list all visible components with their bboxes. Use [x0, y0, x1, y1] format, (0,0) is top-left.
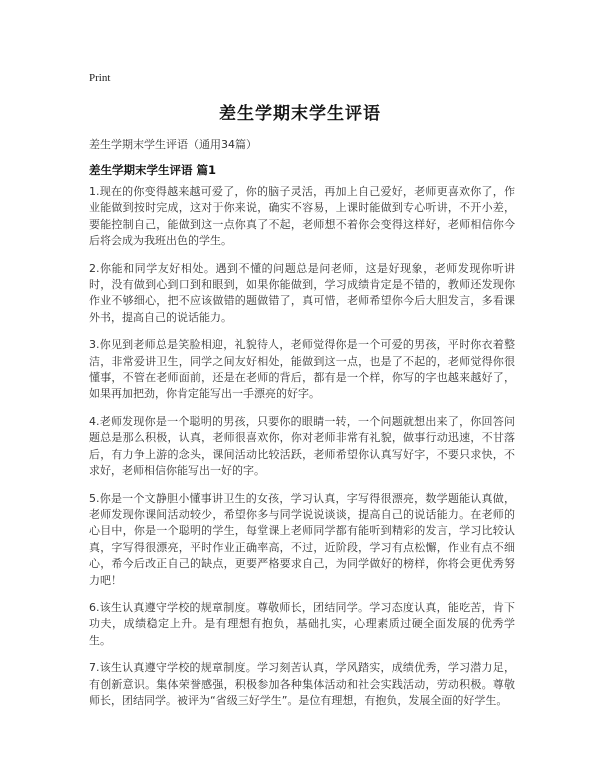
comment-paragraph: 3.你见到老师总是笑脸相迎，礼貌待人，老师觉得你是一个可爱的男孩，平时你衣着整洁，非常爱讲卫生，同学之间友好相处，能做到这一点，也是了不起的，老师觉得你很懂事，不管在老师面前，还是在老师的背后，都有是一个样，你写的字也越来越好了，如果再加把劲，你肯定能写出一手漂亮的好字。: [89, 338, 515, 401]
comment-paragraph: 5.你是一个文静胆小懂事讲卫生的女孩，学习认真，字写得很漂亮，数学题能认真做，老师发现你课间活动较少，希望你多与同学说说谈谈，提高自己的说话能力。在老师的心目中，你是一个聪明的学生，每堂课上老师同学都有能听到精彩的发言，学习比较认真，字写得很漂亮，平时作业正确率高，不过，近阶段，学习有点松懈，作业有点不细心，希今后改正自己的缺点，更要严格要求自己，为同学做好的榜样，你将会更优秀努力吧！: [89, 491, 515, 587]
document-subtitle: 差生学期末学生评语（通用34篇）: [89, 138, 257, 151]
comment-paragraph: 2.你能和同学友好相处。遇到不懂的问题总是问老师，这是好现象，老师发现你听讲时，没有做到心到口到和眼到，如果你能做到，学习成绩肯定是不错的，教师还发现你作业不够细心，把不应该做错的题做错了，真可惜，老师希望你今后大胆发言，多看课外书，提高自己的说话能力。: [89, 261, 515, 324]
comment-paragraph: 1.现在的你变得越来越可爱了，你的脑子灵活，再加上自己爱好，老师更喜欢你了，作业能做到按时完成，这对于你来说，确实不容易，上课时能做到专心听讲，不开小差，要能控制自己，能做到这一点你真了不起，老师想不着你会变得这样好，老师相信你今后将会成为我班出色的学生。: [89, 185, 515, 248]
comment-paragraph: 6.该生认真遵守学校的规章制度。尊敬师长，团结同学。学习态度认真，能吃苦，肯下功夫，成绩稳定上升。是有理想有抱负，基础扎实，心理素质过硬全面发展的优秀学生。: [89, 600, 515, 647]
comment-paragraph: 4.老师发现你是一个聪明的男孩，只要你的眼睛一转，一个问题就想出来了，你回答问题总是那么积极，认真，老师很喜欢你，你对老师非常有礼貌，做事行动迅速，不甘落后，有力争上游的念头，课间活动比较活跃，老师希望你认真写好字，不要只求快，不求好，老师相信你能写出一好的字。: [89, 414, 515, 478]
page-title: 差生学期末学生评语: [219, 104, 381, 124]
print-link[interactable]: Print: [89, 72, 111, 84]
comment-list: [89, 184, 515, 720]
section-heading: 差生学期末学生评语 篇1: [89, 163, 217, 177]
comment-paragraph: 7.该生认真遵守学校的规章制度。学习刻苦认真，学风踏实，成绩优秀，学习潜力足，有创新意识。集体荣誉感强，积极参加各种集体活动和社会实践活动，劳动积极。尊敬师长，团结同学。被评为“省级三好学生”。是位有理想，有抱负，发展全面的好学生。: [89, 661, 515, 707]
